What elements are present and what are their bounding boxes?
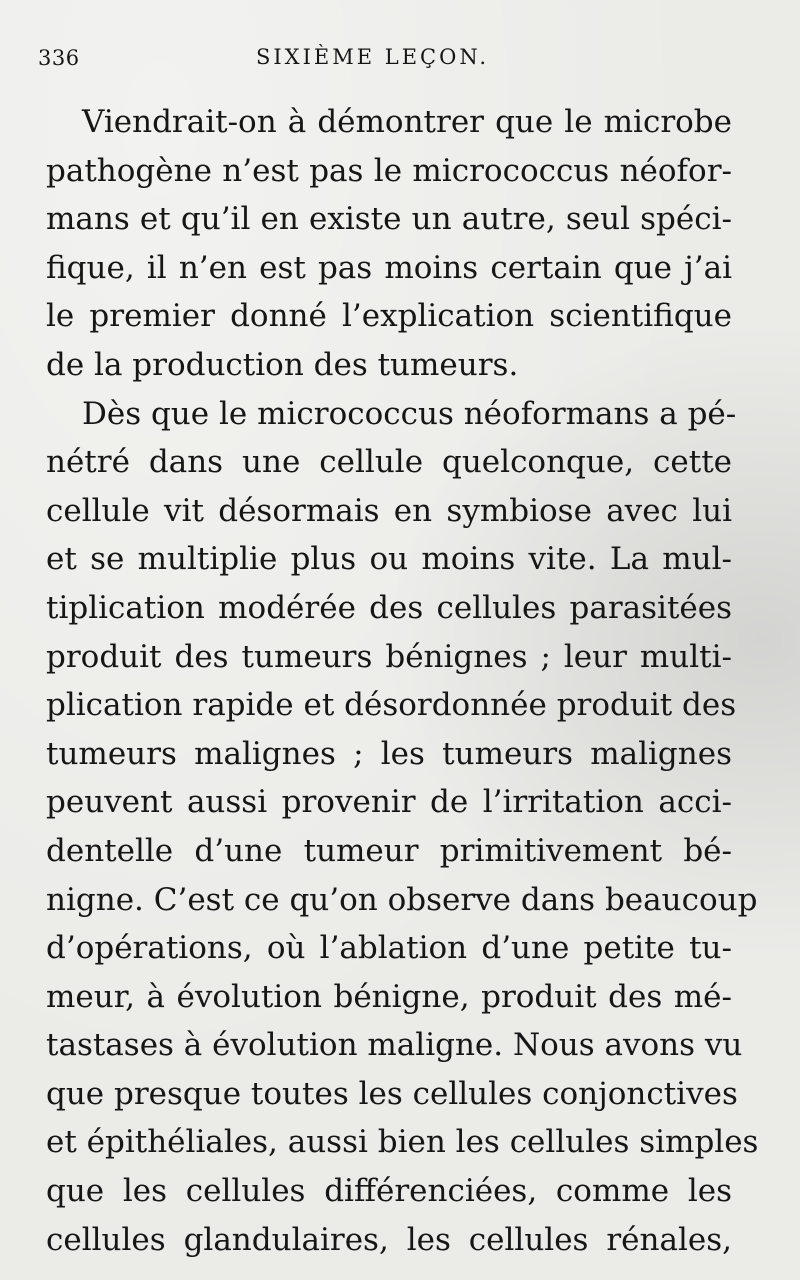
text-line: Viendrait-on à démontrer que le microbe [82,104,732,140]
text-line: cellule vit désormais en symbiose avec lui [46,492,732,529]
text-line: que presque toutes les cellules conjonctives [46,1075,738,1112]
text-line: le premier donné l’explication scientifique [46,298,732,335]
text-line: nigne. C’est ce qu’on observe dans beaucoup [46,881,758,918]
text-line: tiplication modérée des cellules parasitées [46,589,732,626]
text-line: pathogène n’est pas le micrococcus néofor- [46,152,732,189]
text-line: meur, à évolution bénigne, produit des mé- [46,978,732,1015]
text-line: peuvent aussi provenir de l’irritation acci- [46,784,732,821]
text-line: mans et qu’il en existe un autre, seul spéci- [46,201,732,238]
text-line: d’opérations, où l’ablation d’une petite tu- [46,930,732,967]
text-line: de la production des tumeurs. [46,346,519,383]
text-line: Dès que le micrococcus néoformans a pé- [82,395,737,432]
page-number: 336 [38,46,80,70]
text-line: et épithéliales, aussi bien les cellules simples [46,1124,759,1161]
text-line: nétré dans une cellule quelconque, cette [46,444,732,481]
text-line: plication rapide et désordonnée produit des [46,687,737,724]
text-line: que les cellules différenciées, comme les [46,1173,732,1210]
text-line: fique, il n’en est pas moins certain que j’ai [46,249,732,286]
text-line: tastases à évolution maligne. Nous avons vu [46,1027,743,1064]
text-line: tumeurs malignes ; les tumeurs malignes [46,735,732,772]
text-line: produit des tumeurs bénignes ; leur multi- [46,638,732,675]
body-text [46,98,759,1264]
running-head: SIXIÈME LEÇON. [256,45,490,69]
text-line: dentelle d’une tumeur primitivement bé- [46,832,732,869]
text-line: cellules glandulaires, les cellules rénales, [46,1221,732,1258]
text-line: et se multiplie plus ou moins vite. La mul- [46,541,732,578]
